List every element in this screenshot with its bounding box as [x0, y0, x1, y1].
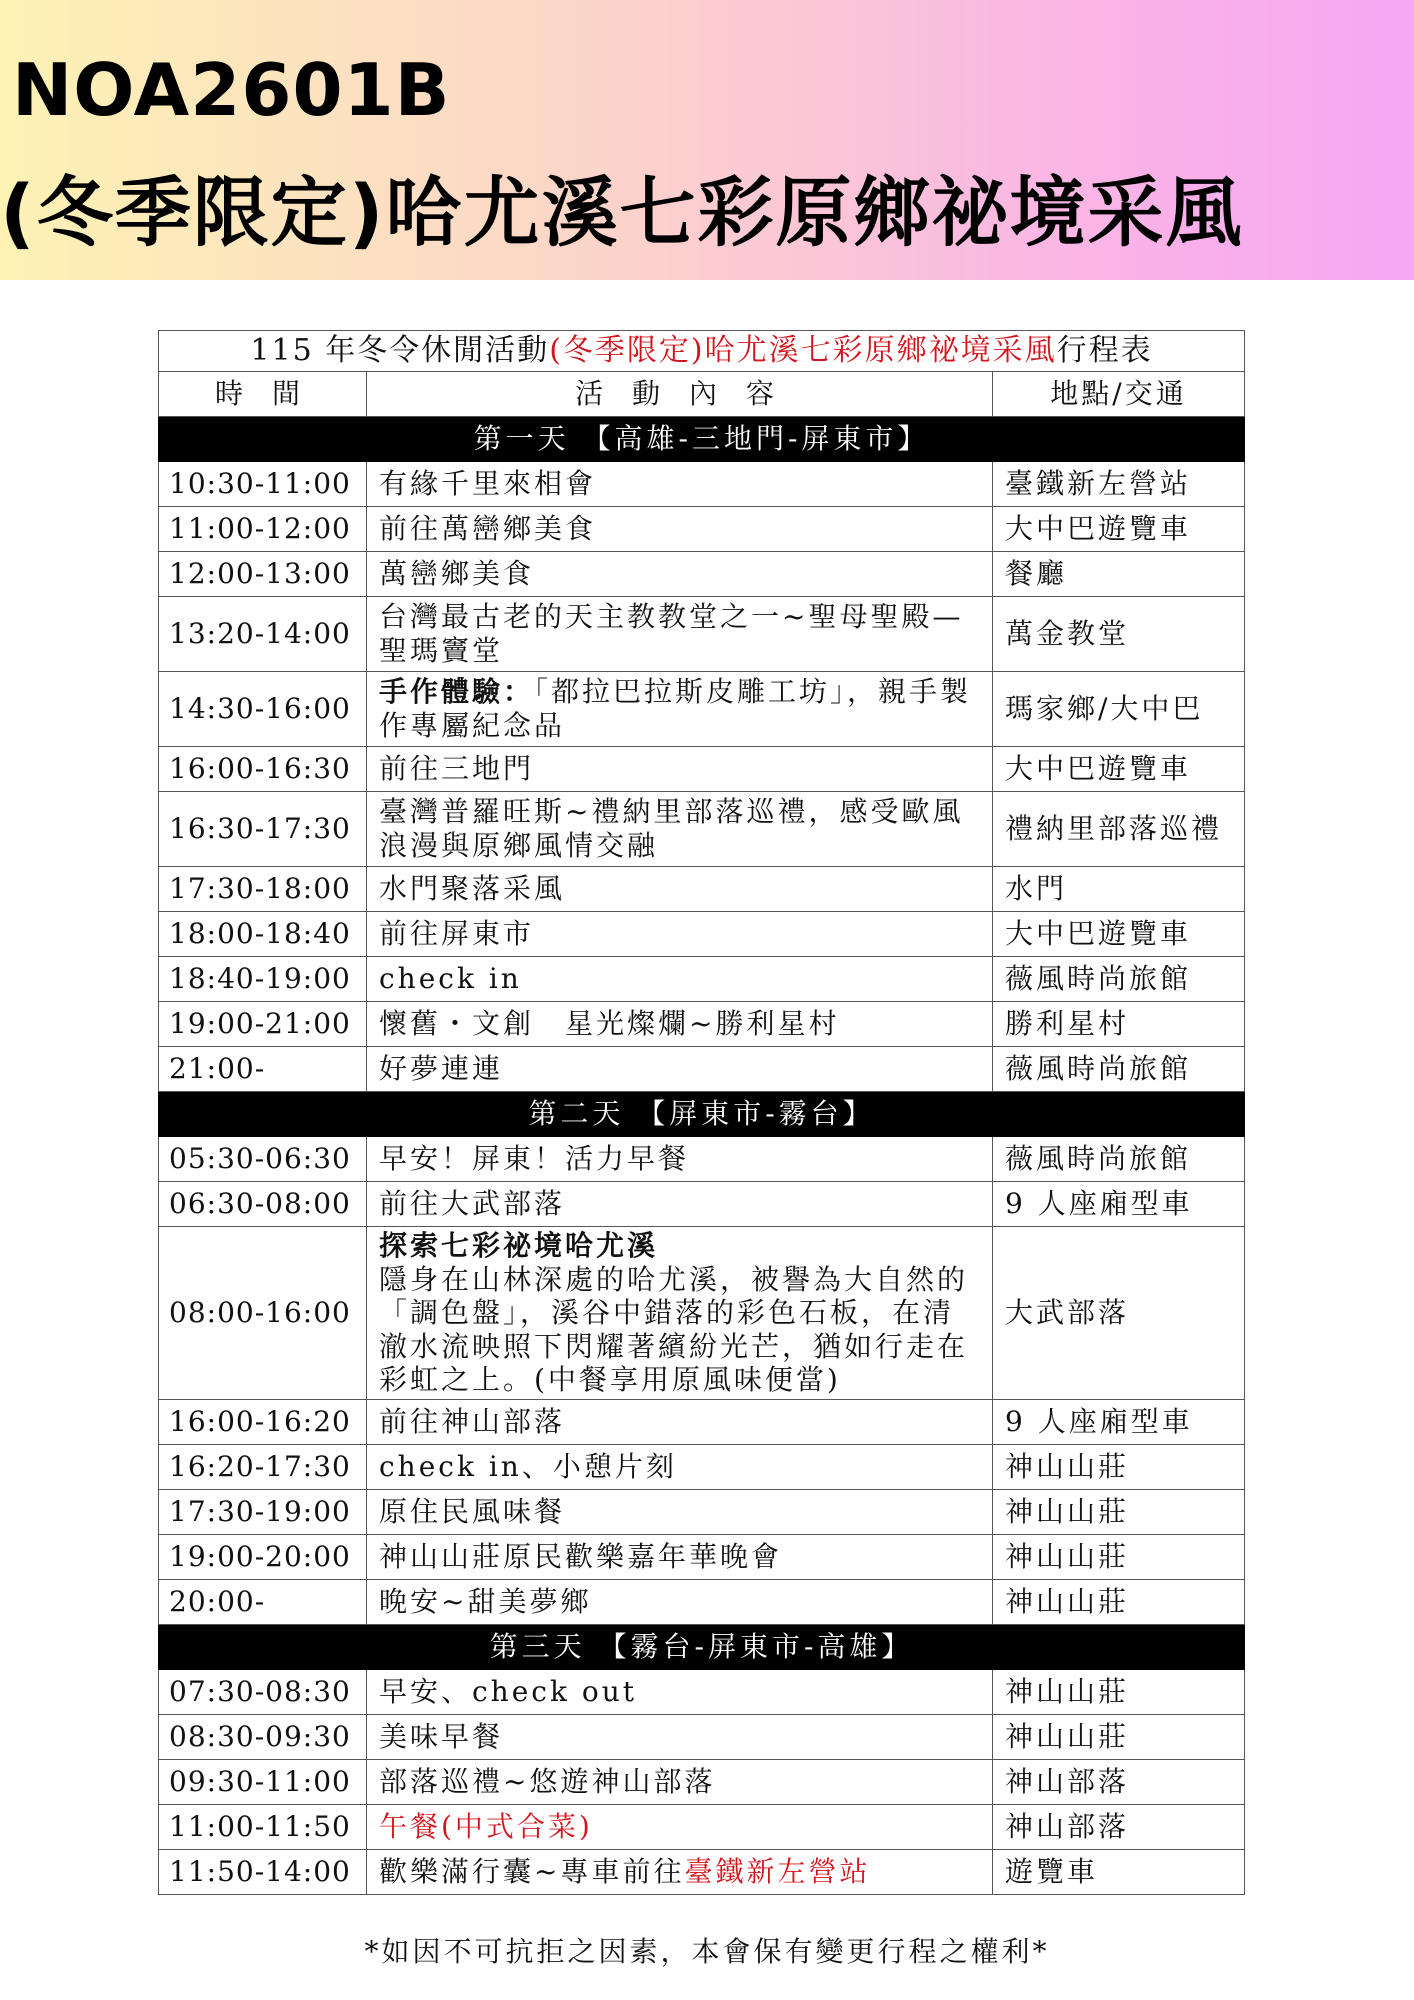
table-row — [159, 747, 1245, 792]
row-location: 神山部落 — [993, 1759, 1245, 1804]
table-title — [159, 331, 1245, 372]
row-location: 大中巴遊覽車 — [993, 912, 1245, 957]
table-row — [159, 1137, 1245, 1182]
table-title-prefix: 115 年冬令休閒活動 — [250, 333, 550, 368]
row-time: 08:00-16:00 — [159, 1227, 367, 1400]
row-time: 12:00-13:00 — [159, 552, 367, 597]
disclaimer-note: *如因不可抗拒之因素，本會保有變更行程之權利* — [364, 1935, 1050, 1968]
table-row — [159, 1579, 1245, 1624]
row-time: 06:30-08:00 — [159, 1182, 367, 1227]
col-header-activity: 活 動 內 容 — [367, 372, 993, 417]
table-row — [159, 1804, 1245, 1849]
row-time: 11:50-14:00 — [159, 1849, 367, 1894]
row-activity: 部落巡禮~悠遊神山部落 — [367, 1759, 993, 1804]
row-location: 臺鐵新左營站 — [993, 462, 1245, 507]
row-time: 19:00-20:00 — [159, 1534, 367, 1579]
row-activity: 晚安~甜美夢鄉 — [367, 1579, 993, 1624]
row-activity — [367, 1849, 993, 1894]
row-time: 18:40-19:00 — [159, 957, 367, 1002]
col-header-time: 時 間 — [159, 372, 367, 417]
row-location: 瑪家鄉/大中巴 — [993, 672, 1245, 747]
row-location: 薇風時尚旅館 — [993, 1047, 1245, 1092]
row-time: 18:00-18:40 — [159, 912, 367, 957]
row-location: 9 人座廂型車 — [993, 1399, 1245, 1444]
row-activity: 前往屏東市 — [367, 912, 993, 957]
row-location: 薇風時尚旅館 — [993, 957, 1245, 1002]
tour-code: NOA2601B — [12, 48, 451, 132]
table-title-highlight: (冬季限定)哈尤溪七彩原鄉祕境采風 — [549, 333, 1057, 368]
row-location: 神山山莊 — [993, 1579, 1245, 1624]
row-activity-text: 「都拉巴拉斯皮雕工坊」，親手製作專屬紀念品 — [379, 675, 972, 742]
row-activity: 早安、check out — [367, 1669, 993, 1714]
header-banner — [0, 0, 1414, 280]
row-activity: 懷舊・文創 星光燦爛~勝利星村 — [367, 1002, 993, 1047]
row-time: 07:30-08:30 — [159, 1669, 367, 1714]
row-activity: 前往大武部落 — [367, 1182, 993, 1227]
row-location: 神山山莊 — [993, 1444, 1245, 1489]
row-time: 19:00-21:00 — [159, 1002, 367, 1047]
table-row — [159, 1714, 1245, 1759]
table-row — [159, 1759, 1245, 1804]
row-activity: 原住民風味餐 — [367, 1489, 993, 1534]
row-activity: check in — [367, 957, 993, 1002]
table-row — [159, 1669, 1245, 1714]
row-time: 11:00-11:50 — [159, 1804, 367, 1849]
row-location: 神山山莊 — [993, 1534, 1245, 1579]
row-location: 薇風時尚旅館 — [993, 1137, 1245, 1182]
day-2-label: 第二天 【屏東市-霧台】 — [159, 1092, 1245, 1137]
table-row — [159, 912, 1245, 957]
column-header-row — [159, 372, 1245, 417]
row-activity: 前往三地門 — [367, 747, 993, 792]
row-activity: 美味早餐 — [367, 1714, 993, 1759]
row-activity: 水門聚落采風 — [367, 867, 993, 912]
row-activity: 臺灣普羅旺斯~禮納里部落巡禮，感受歐風浪漫與原鄉風情交融 — [367, 792, 993, 867]
row-time: 16:00-16:30 — [159, 747, 367, 792]
row-time: 14:30-16:00 — [159, 672, 367, 747]
table-row — [159, 1227, 1245, 1400]
row-time: 10:30-11:00 — [159, 462, 367, 507]
table-row — [159, 552, 1245, 597]
table-row — [159, 1002, 1245, 1047]
table-row — [159, 1534, 1245, 1579]
table-row — [159, 957, 1245, 1002]
row-activity: check in、小憩片刻 — [367, 1444, 993, 1489]
row-location: 9 人座廂型車 — [993, 1182, 1245, 1227]
row-activity: 萬巒鄉美食 — [367, 552, 993, 597]
row-time: 16:20-17:30 — [159, 1444, 367, 1489]
table-title-row — [159, 331, 1245, 372]
row-location: 大武部落 — [993, 1227, 1245, 1400]
row-activity — [367, 672, 993, 747]
row-activity: 神山山莊原民歡樂嘉年華晚會 — [367, 1534, 993, 1579]
day-3-header — [159, 1624, 1245, 1669]
table-row — [159, 792, 1245, 867]
row-location: 勝利星村 — [993, 1002, 1245, 1047]
table-row — [159, 1182, 1245, 1227]
day-1-header — [159, 417, 1245, 462]
row-location: 大中巴遊覽車 — [993, 507, 1245, 552]
row-location: 神山部落 — [993, 1804, 1245, 1849]
row-activity-text: 隱身在山林深處的哈尤溪，被譽為大自然的「調色盤」，溪谷中錯落的彩色石板，在清澈水流映照下閃耀著繽紛光芒，猶如行走在彩虹之上。(中餐享用原風味便當) — [379, 1262, 969, 1397]
table-row — [159, 462, 1245, 507]
itinerary-table — [158, 330, 1245, 1895]
row-time: 05:30-06:30 — [159, 1137, 367, 1182]
row-time: 16:00-16:20 — [159, 1399, 367, 1444]
row-time: 17:30-19:00 — [159, 1489, 367, 1534]
row-activity: 前往神山部落 — [367, 1399, 993, 1444]
row-location: 神山山莊 — [993, 1714, 1245, 1759]
row-location: 神山山莊 — [993, 1669, 1245, 1714]
row-activity — [367, 1227, 993, 1400]
row-activity-bold: 探索七彩祕境哈尤溪 — [379, 1229, 659, 1262]
table-title-suffix: 行程表 — [1056, 333, 1153, 368]
table-row — [159, 867, 1245, 912]
row-time: 17:30-18:00 — [159, 867, 367, 912]
row-time: 16:30-17:30 — [159, 792, 367, 867]
tour-title: (冬季限定)哈尤溪七彩原鄉祕境采風 — [0, 168, 1244, 257]
row-time: 21:00- — [159, 1047, 367, 1092]
table-row — [159, 1047, 1245, 1092]
row-activity-text: 歡樂滿行囊~專車前往 — [379, 1855, 685, 1889]
row-time: 20:00- — [159, 1579, 367, 1624]
table-row — [159, 597, 1245, 672]
row-time: 11:00-12:00 — [159, 507, 367, 552]
row-location: 禮納里部落巡禮 — [993, 792, 1245, 867]
col-header-location: 地點/交通 — [993, 372, 1245, 417]
row-location: 餐廳 — [993, 552, 1245, 597]
row-activity-bold: 手作體驗： — [379, 675, 535, 709]
row-location: 神山山莊 — [993, 1489, 1245, 1534]
row-activity: 台灣最古老的天主教教堂之一~聖母聖殿—聖瑪竇堂 — [367, 597, 993, 672]
row-location: 大中巴遊覽車 — [993, 747, 1245, 792]
table-row — [159, 1444, 1245, 1489]
table-row — [159, 1399, 1245, 1444]
row-time: 09:30-11:00 — [159, 1759, 367, 1804]
row-time: 13:20-14:00 — [159, 597, 367, 672]
table-row — [159, 507, 1245, 552]
row-location: 水門 — [993, 867, 1245, 912]
table-row — [159, 672, 1245, 747]
row-activity: 有緣千里來相會 — [367, 462, 993, 507]
row-activity: 早安！屏東！活力早餐 — [367, 1137, 993, 1182]
itinerary-table-wrap — [158, 330, 1244, 1895]
table-row — [159, 1489, 1245, 1534]
table-row — [159, 1849, 1245, 1894]
row-activity-highlight: 臺鐵新左營站 — [684, 1855, 871, 1889]
row-activity: 午餐(中式合菜) — [367, 1804, 993, 1849]
row-time: 08:30-09:30 — [159, 1714, 367, 1759]
row-location: 萬金教堂 — [993, 597, 1245, 672]
day-2-header — [159, 1092, 1245, 1137]
row-location: 遊覽車 — [993, 1849, 1245, 1894]
day-1-label: 第一天 【高雄-三地門-屏東市】 — [159, 417, 1245, 462]
day-3-label: 第三天 【霧台-屏東市-高雄】 — [159, 1624, 1245, 1669]
row-activity: 前往萬巒鄉美食 — [367, 507, 993, 552]
row-activity: 好夢連連 — [367, 1047, 993, 1092]
